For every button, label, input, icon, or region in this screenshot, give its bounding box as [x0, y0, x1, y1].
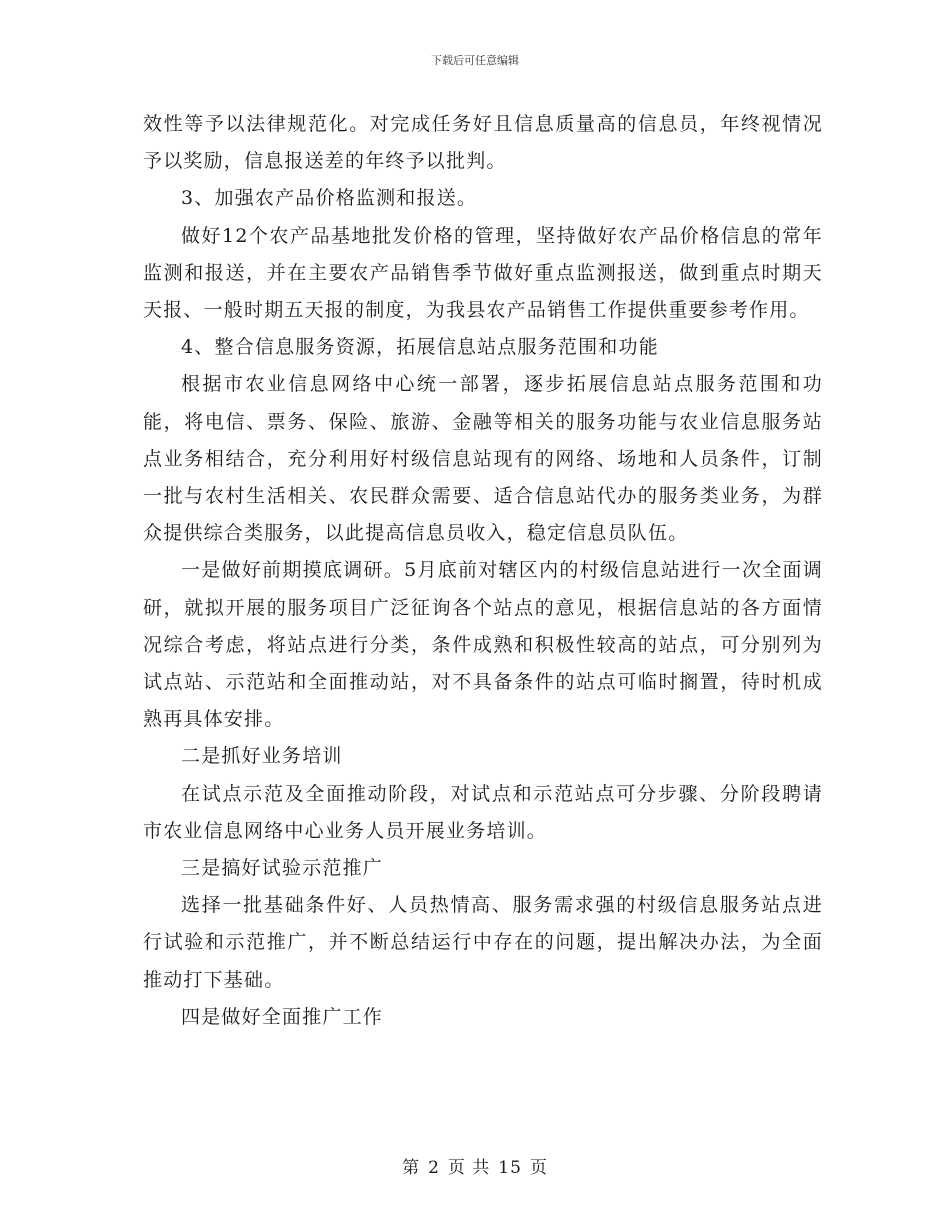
paragraph: 一是做好前期摸底调研。5月底前对辖区内的村级信息站进行一次全面调研，就拟开展的服务项目广泛征询各个站点的意见，根据信息站的各方面情况综合考虑，将站点进行分类，条件成熟和积极性较高的站点，可分别列为试点站、示范站和全面推动站，对不具备条件的站点可临时搁置，待时机成熟再具体安排。 — [143, 559, 823, 731]
footer-middle: 页 共 — [447, 1158, 491, 1178]
paragraph: 做好12个农产品基地批发价格的管理，坚持做好农产品价格信息的常年监测和报送，并在主要农产品销售季节做好重点监测报送，做到重点时期天天报、一般时期五天报的制度，为我县农产品销售工作提供重要参考作用。 — [143, 224, 823, 322]
document-body — [143, 106, 823, 1036]
page-number: 2 — [428, 1158, 440, 1178]
total-pages: 15 — [498, 1158, 522, 1178]
paragraph: 选择一批基础条件好、人员热情高、服务需求强的村级信息服务站点进行试验和示范推广，并不断总结运行中存在的问题，提出解决办法，为全面推动打下基础。 — [143, 894, 823, 991]
footer-prefix: 第 — [402, 1158, 421, 1178]
subheading: 二是抓好业务培训 — [181, 745, 343, 768]
section-heading-4: 4、整合信息服务资源，拓展信息站点服务范围和功能 — [181, 336, 659, 359]
paragraph: 在试点示范及全面推动阶段，对试点和示范站点可分步骤、分阶段聘请市农业信息网络中心业务人员开展业务培训。 — [143, 782, 823, 842]
paragraph: 根据市农业信息网络中心统一部署，逐步拓展信息站点服务范围和功能，将电信、票务、保险、旅游、金融等相关的服务功能与农业信息服务站点业务相结合，充分利用好村级信息站现有的网络、场地和人员条件，订制一批与农村生活相关、农民群众需要、适合信息站代办的服务类业务，为群众提供综合类服务，以此提高信息员收入，稳定信息员队伍。 — [143, 373, 823, 545]
subheading: 四是做好全面推广工作 — [181, 1005, 384, 1028]
page-header: 下载后可任意编辑 — [431, 54, 519, 67]
footer-suffix: 页 — [529, 1158, 548, 1178]
page-footer — [0, 1153, 950, 1178]
section-heading-3: 3、加强农产品价格监测和报送。 — [181, 187, 478, 210]
paragraph: 效性等予以法律规范化。对完成任务好且信息质量高的信息员，年终视情况予以奖励，信息报送差的年终予以批判。 — [143, 113, 823, 173]
subheading: 三是搞好试验示范推广 — [181, 857, 384, 880]
